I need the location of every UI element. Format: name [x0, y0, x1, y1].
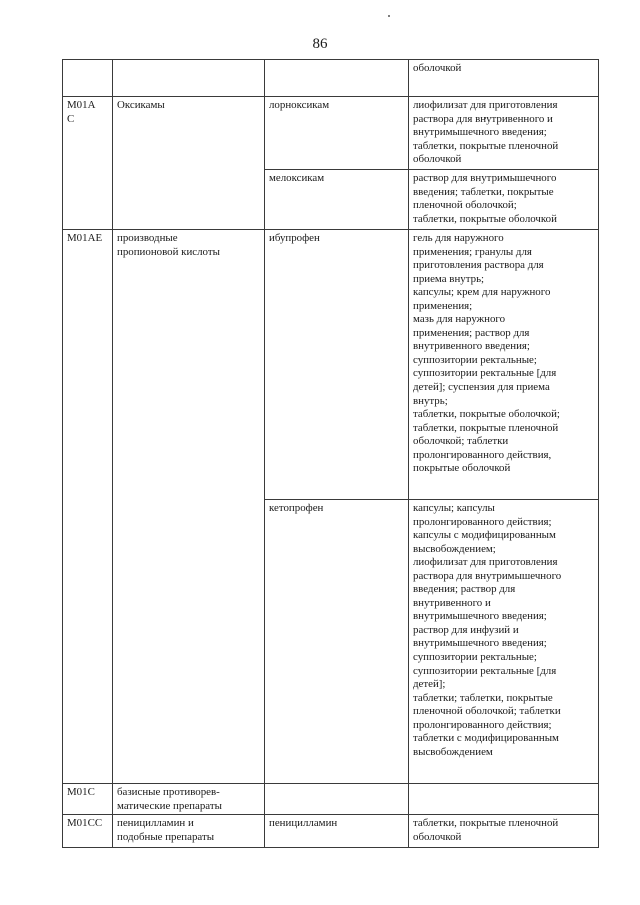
- page-number: 86: [312, 36, 328, 52]
- atc-code-cell: M01AE: [63, 230, 113, 784]
- table-row: [63, 815, 599, 848]
- drug-name-cell: мелоксикам: [265, 170, 409, 230]
- dosage-forms-cell: таблетки, покрытые пленочной оболочкой: [409, 815, 599, 848]
- dosage-forms-cell: раствор для внутримышечного введения; таблетки, покрытые пленочной оболочкой; таблетки, покрытые оболочкой: [409, 170, 599, 230]
- table-row: [63, 784, 599, 815]
- group-cell: [113, 60, 265, 97]
- drug-name-cell: кетопрофен: [265, 500, 409, 784]
- atc-code-cell: [63, 60, 113, 97]
- dosage-forms-cell: оболочкой: [409, 60, 599, 97]
- drug-name-cell: пеницилламин: [265, 815, 409, 848]
- group-cell: базисные противорев- матические препараты: [113, 784, 265, 815]
- drug-name-cell: лорноксикам: [265, 97, 409, 170]
- table-row: [63, 230, 599, 500]
- drug-name-cell: [265, 60, 409, 97]
- atc-code-cell: M01A C: [63, 97, 113, 230]
- atc-code-cell: M01CC: [63, 815, 113, 848]
- group-cell: Оксикамы: [113, 97, 265, 230]
- table-row: [63, 60, 599, 97]
- drug-name-cell: [265, 784, 409, 815]
- dosage-forms-cell: лиофилизат для приготовления раствора для внутривенного и внутримышечного введения; таблетки, покрытые пленочной оболочкой: [409, 97, 599, 170]
- atc-code-cell: M01C: [63, 784, 113, 815]
- dosage-forms-cell: гель для наружного применения; гранулы для приготовления раствора для приема внутрь; капсулы; крем для наружного применения; мазь для наружного применения; раствор для внутривенного введения; суппозитории ректальные; суппозитории ректальные [для детей]; суспензия для приема внутрь; таблетки, покрытые оболочкой; таблетки, покрытые пленочной оболочкой; таблетки пролонгированного действия, покрытые оболочкой: [409, 230, 599, 500]
- dosage-forms-cell: [409, 784, 599, 815]
- table-row: [63, 97, 599, 170]
- drug-name-cell: ибупрофен: [265, 230, 409, 500]
- drug-classification-table: [62, 59, 599, 848]
- group-cell: производные пропионовой кислоты: [113, 230, 265, 784]
- scan-speck: [388, 15, 390, 17]
- dosage-forms-cell: капсулы; капсулы пролонгированного действия; капсулы с модифицированным высвобождением; лиофилизат для приготовления раствора для внутримышечного введения; раствор для внутривенного и внутримышечного введения; раствор для инфузий и внутримышечного введения; суппозитории ректальные; суппозитории ректальные [для детей]; таблетки; таблетки, покрытые пленочной оболочкой; таблетки пролонгированного действия; таблетки с модифицированным высвобождением: [409, 500, 599, 784]
- group-cell: пеницилламин и подобные препараты: [113, 815, 265, 848]
